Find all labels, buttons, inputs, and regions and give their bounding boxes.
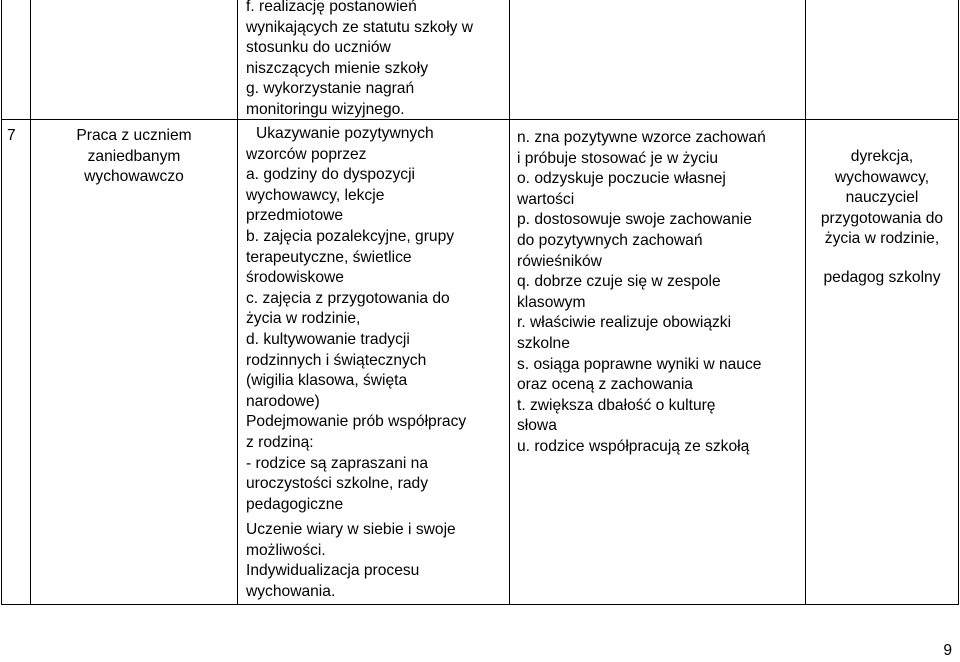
text-line: wychowania. [246, 582, 336, 600]
area-cell [31, 126, 237, 188]
text-line: o. odzyskuje poczucie własnej [517, 170, 726, 188]
text-line: środowiskowe [246, 269, 344, 287]
area-line: wychowawczo [84, 168, 184, 186]
text-line: c. zajęcia z przygotowania do [246, 289, 450, 307]
table-divider-4 [805, 0, 806, 605]
text-line: n. zna pozytywne wzorce zachowań [517, 129, 766, 146]
text-line: życia w rodzinie, [246, 310, 361, 328]
text-line: wartości [517, 190, 575, 208]
text-line: stosunku do uczniów [246, 39, 391, 57]
text-line: rówieśników [517, 252, 602, 270]
text-line: wzorców poprzez [246, 145, 367, 163]
text-line: q. dobrze czuje się w zespole [517, 273, 721, 291]
text-line: d. kultywowanie tradycji [246, 330, 410, 348]
text-line: przedmiotowe [246, 207, 344, 225]
text-line: f. realizację postanowień [246, 0, 417, 15]
text-line: - rodzice są zapraszani na [246, 454, 429, 472]
text-line: oraz oceną z zachowania [517, 376, 693, 394]
text-line: pedagogiczne [246, 495, 344, 513]
text-line: z rodziną: [246, 433, 314, 451]
table-border-right [958, 0, 959, 605]
text-line: Indywidualizacja procesu [246, 562, 420, 580]
actions-cell [246, 124, 466, 515]
text-line: dyrekcja, [850, 148, 914, 165]
text-line: wychowawcy, lekcje [246, 186, 385, 204]
text-line: Ukazywanie pozytywnych [256, 125, 434, 142]
table-divider-3 [509, 0, 510, 605]
text-line: rodzinnych i świątecznych [246, 351, 427, 369]
actions-cell-bottom [246, 520, 456, 602]
text-line: klasowym [517, 293, 586, 311]
table-border-left [1, 0, 2, 605]
row-separator [1, 119, 959, 120]
table-divider-2 [237, 0, 238, 605]
text-line: s. osiąga poprawne wyniki w nauce [517, 355, 762, 373]
text-line: t. zwiększa dbałość o kulturę [517, 396, 716, 414]
text-line: Uczenie wiary w siebie i swoje [246, 521, 456, 538]
responsible-cell [806, 147, 958, 289]
text-line: a. godziny do dyspozycji [246, 166, 416, 184]
text-line: niszczących mienie szkoły [246, 59, 428, 77]
text-line: życia w rodzinie, [824, 230, 940, 248]
table-border-bottom [1, 604, 959, 605]
text-line: przygotowania do [820, 209, 944, 227]
table-divider-1 [30, 0, 31, 605]
text-line: monitoringu wizyjnego. [246, 100, 405, 118]
page-number: 9 [943, 642, 952, 659]
results-cell [517, 128, 766, 458]
text-line: nauczyciel [845, 189, 919, 207]
text-line: narodowe) [246, 392, 320, 410]
text-line: r. właściwie realizuje obowiązki [517, 314, 732, 332]
text-line: p. dostosowuje swoje zachowanie [517, 211, 752, 229]
text-line: u. rodzice współpracują ze szkołą [517, 437, 750, 455]
text-line: (wigilia klasowa, święta [246, 372, 408, 390]
text-line: wynikających ze statutu szkoły w [246, 18, 474, 36]
text-line: b. zajęcia pozalekcyjne, grupy [246, 227, 455, 245]
text-line: możliwości. [246, 541, 326, 559]
text-line: Podejmowanie prób współpracy [246, 413, 467, 431]
row-number: 7 [7, 127, 16, 144]
text-line: g. wykorzystanie nagrań [246, 80, 415, 98]
text-line: i próbuje stosować je w życiu [517, 149, 719, 167]
text-line: pedagog szkolny [823, 268, 941, 286]
area-line: Praca z uczniem [76, 127, 192, 144]
text-line: terapeutyczne, świetlice [246, 248, 412, 266]
text-line: szkolne [517, 334, 570, 352]
text-line: wychowawcy, [834, 168, 930, 186]
text-line: do pozytywnych zachowań [517, 231, 703, 249]
text-line: słowa [517, 417, 557, 435]
actions-continuation [246, 0, 473, 121]
area-line: zaniedbanym [87, 147, 181, 165]
text-line: uroczystości szkolne, rady [246, 475, 428, 493]
